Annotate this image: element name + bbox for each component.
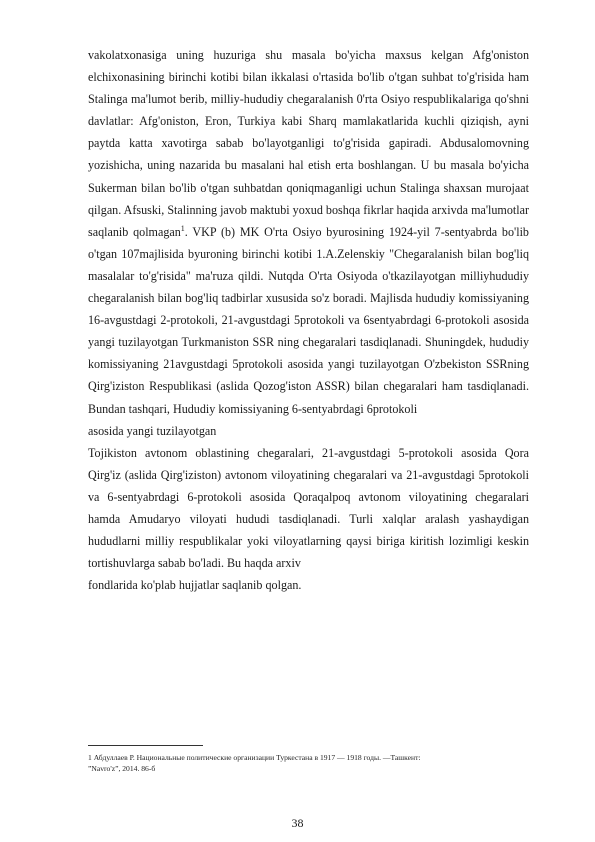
main-text: [88, 44, 529, 596]
paragraph-1-text-b: . VKP (b) MK O'rta Osiyo byurosining 1924-yil 7-sentyabrda bo'lib o'tgan 107majlisida byuroning birinchi kotibi 1.A.Zelenskiy "Chegaralanish bilan bog'liq masalalar to'g'risida" ma'ruza qildi. Nutqda O'rta Osiyoda o'tkazilayotgan milliyhududiy chegaralanish bilan bog'liq tadbirlar xususida so'z boradi. Majlisda hududiy komissiyaning 16-avgustdagi 2-protokoli, 21-avgustdagi 5protokoli va 6sentyabrdagi 6-protokoli asosida yangi tuzilayotgan Turkmaniston SSR ning chegaralari tasdiqlanadi. Shuningdek, hududiy komissiyaning 21avgustdagi 5protokoli asosida yangi tuzilayotgan O'zbekiston SSRning Qirg'iziston Respublikasi (aslida Qozog'iston ASSR) bilan chegaralari ham tasdiqlanadi. Bundan tashqari, Hududiy komissiyaning 6-sentyabrdagi 6protokoli: [88, 224, 529, 416]
paragraph-2-last-line: fondlarida ko'plab hujjatlar saqlanib qolgan.: [88, 578, 302, 593]
paragraph-1: [88, 44, 529, 420]
page-number: 38: [291, 816, 304, 830]
footnote-line-2: ”Navro'z”, 2014. 86-б: [88, 764, 156, 773]
footnote: [88, 752, 529, 774]
paragraph-1-text-a: vakolatxonasiga uning huzuriga shu masala bo'yicha maxsus kelgan Afg'oniston elchixonasining birinchi kotibi bilan ikkalasi o'rtasida bo'lib o'tgan suhbat to'g'risida ham Stalinga ma'lumot berib, milliy-hududiy chegaralanish 0'rta Osiyo respublikalariga qo'shni davlatlar: Afg'oniston, Eron, Turkiya kabi Sharq mamlakatlarida kuchli qiziqish, ayni paytda katta xavotirga sabab bo'layotganligi to'g'risida gapiradi. Abdusalomovning yozishicha, uning nazarida bu masalani hal etish erta boshlangan. U bu masala bo'yicha Sukerman bilan bo'lib o'tgan suhbatdan qoniqmaganligi uchun Stalinga shaxsan murojaat qilgan. Afsuski, Stalinning javob maktubi yoxud boshqa fikrlar haqida arxivda ma'lumotlar saqlanib qolmagan: [88, 48, 529, 239]
footnote-ref[interactable]: 1: [180, 223, 185, 233]
paragraph-1-last-line: asosida yangi tuzilayotgan: [88, 423, 217, 438]
footnote-separator: [88, 745, 203, 746]
paragraph-2: Tojikiston avtonom oblastining chegaralari, 21-avgustdagi 5-protokoli asosida Qora Qirg'iz (aslida Qirg'iziston) avtonom viloyatining chegaralari va 21-avgustdagi 5protokoli va 6-sentyabrdagi 6-protokoli asosida Qoraqalpoq avtonom viloyatining chegaralari hamda Amudaryo viloyati hududi tasdiqlanadi. Turli xalqlar aralash yashaydigan hududlarni milliy respublikalar yoki viloyatlarning qaysi biriga kiritish lozimligi keskin tortishuvlarga sabab bo'ladi. Bu haqda arxiv: [88, 445, 529, 571]
footnote-line-1: 1 Абдуллаев Р. Национальные политические организации Туркестана в 1917 — 1918 годы. —Ташкент:: [88, 753, 421, 762]
